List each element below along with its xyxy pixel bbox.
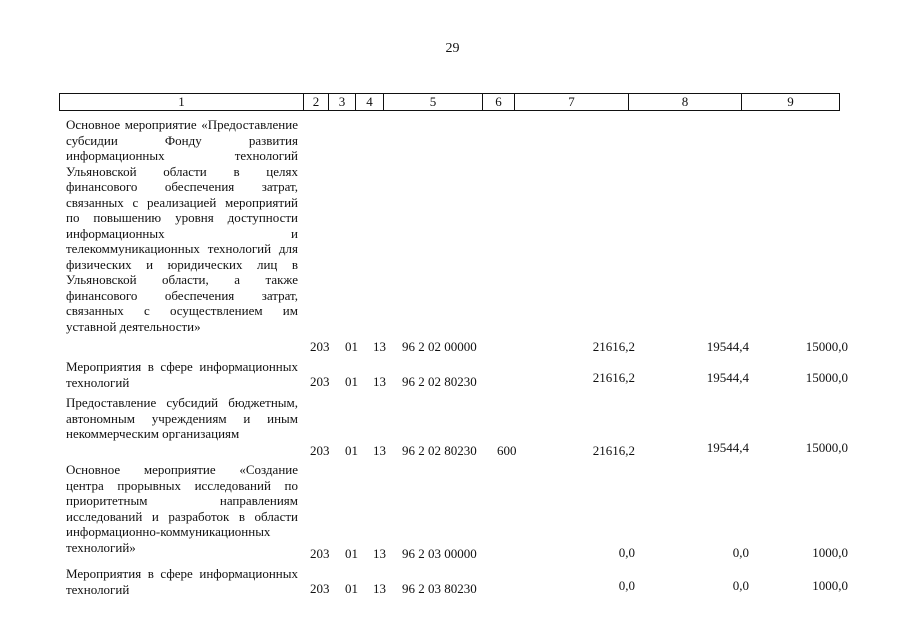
cell-col-2: 203	[310, 581, 330, 596]
cell-col-2: 203	[310, 546, 330, 561]
cell-col-8: 0,0	[732, 545, 749, 560]
cell-col-5: 96 2 03 00000	[402, 546, 477, 561]
cell-col-3: 01	[345, 581, 358, 596]
header-cell-9: 9	[742, 94, 840, 111]
header-cell-1: 1	[60, 94, 304, 111]
row-description: Мероприятия в сфере информационных технологий	[66, 359, 298, 390]
cell-col-8: 0,0	[732, 578, 749, 593]
cell-col-8: 19544,4	[706, 370, 749, 385]
cell-col-5: 96 2 02 00000	[402, 339, 477, 354]
row-description: Предоставление субсидий бюджетным, автономным учреждениям и иным некоммерческим организациям	[66, 395, 298, 441]
cell-col-5: 96 2 02 80230	[402, 374, 477, 389]
cell-col-7: 0,0	[618, 545, 635, 560]
header-cell-4: 4	[356, 94, 384, 111]
cell-col-3: 01	[345, 374, 358, 389]
cell-col-4: 13	[373, 339, 386, 354]
cell-col-4: 13	[373, 374, 386, 389]
cell-col-5: 96 2 03 80230	[402, 581, 477, 596]
cell-col-2: 203	[310, 374, 330, 389]
cell-col-9: 1000,0	[812, 545, 848, 560]
header-cell-3: 3	[329, 94, 356, 111]
cell-col-7: 21616,2	[592, 443, 635, 458]
cell-col-4: 13	[373, 581, 386, 596]
cell-col-5: 96 2 02 80230	[402, 443, 477, 458]
header-cell-7: 7	[515, 94, 629, 111]
cell-col-9: 15000,0	[805, 370, 848, 385]
header-cell-2: 2	[304, 94, 329, 111]
cell-col-2: 203	[310, 339, 330, 354]
cell-col-9: 1000,0	[812, 578, 848, 593]
cell-col-7: 21616,2	[592, 370, 635, 385]
cell-col-7: 21616,2	[592, 339, 635, 354]
column-header-table	[59, 93, 840, 111]
cell-col-4: 13	[373, 443, 386, 458]
header-cell-8: 8	[629, 94, 742, 111]
cell-col-6: 600	[497, 443, 517, 458]
cell-col-3: 01	[345, 443, 358, 458]
cell-col-2: 203	[310, 443, 330, 458]
cell-col-7: 0,0	[618, 578, 635, 593]
header-row	[60, 94, 840, 111]
cell-col-4: 13	[373, 546, 386, 561]
cell-col-8: 19544,4	[706, 339, 749, 354]
cell-col-3: 01	[345, 546, 358, 561]
cell-col-9: 15000,0	[805, 339, 848, 354]
row-description: Мероприятия в сфере информационных технологий	[66, 566, 298, 597]
header-cell-5: 5	[384, 94, 483, 111]
row-description: Основное мероприятие «Предоставление субсидии Фонду развития информационных технологий Ульяновской области в целях финансового обеспечения затрат, связанных с реализацией мероприятий по повышению уровня доступности информационных и телекоммуникационных технологий для физических и юридических лиц в Ульяновской области, а также финансового обеспечения затрат, связанных с осуществлением им уставной деятельности»	[66, 117, 298, 334]
header-cell-6: 6	[483, 94, 515, 111]
cell-col-8: 19544,4	[706, 440, 749, 455]
cell-col-9: 15000,0	[805, 440, 848, 455]
row-description: Основное мероприятие «Создание центра прорывных исследований по приоритетным направлениям исследований и разработок в области информационно-коммуникационных технологий»	[66, 462, 298, 555]
cell-col-3: 01	[345, 339, 358, 354]
page-number: 29	[445, 41, 460, 56]
